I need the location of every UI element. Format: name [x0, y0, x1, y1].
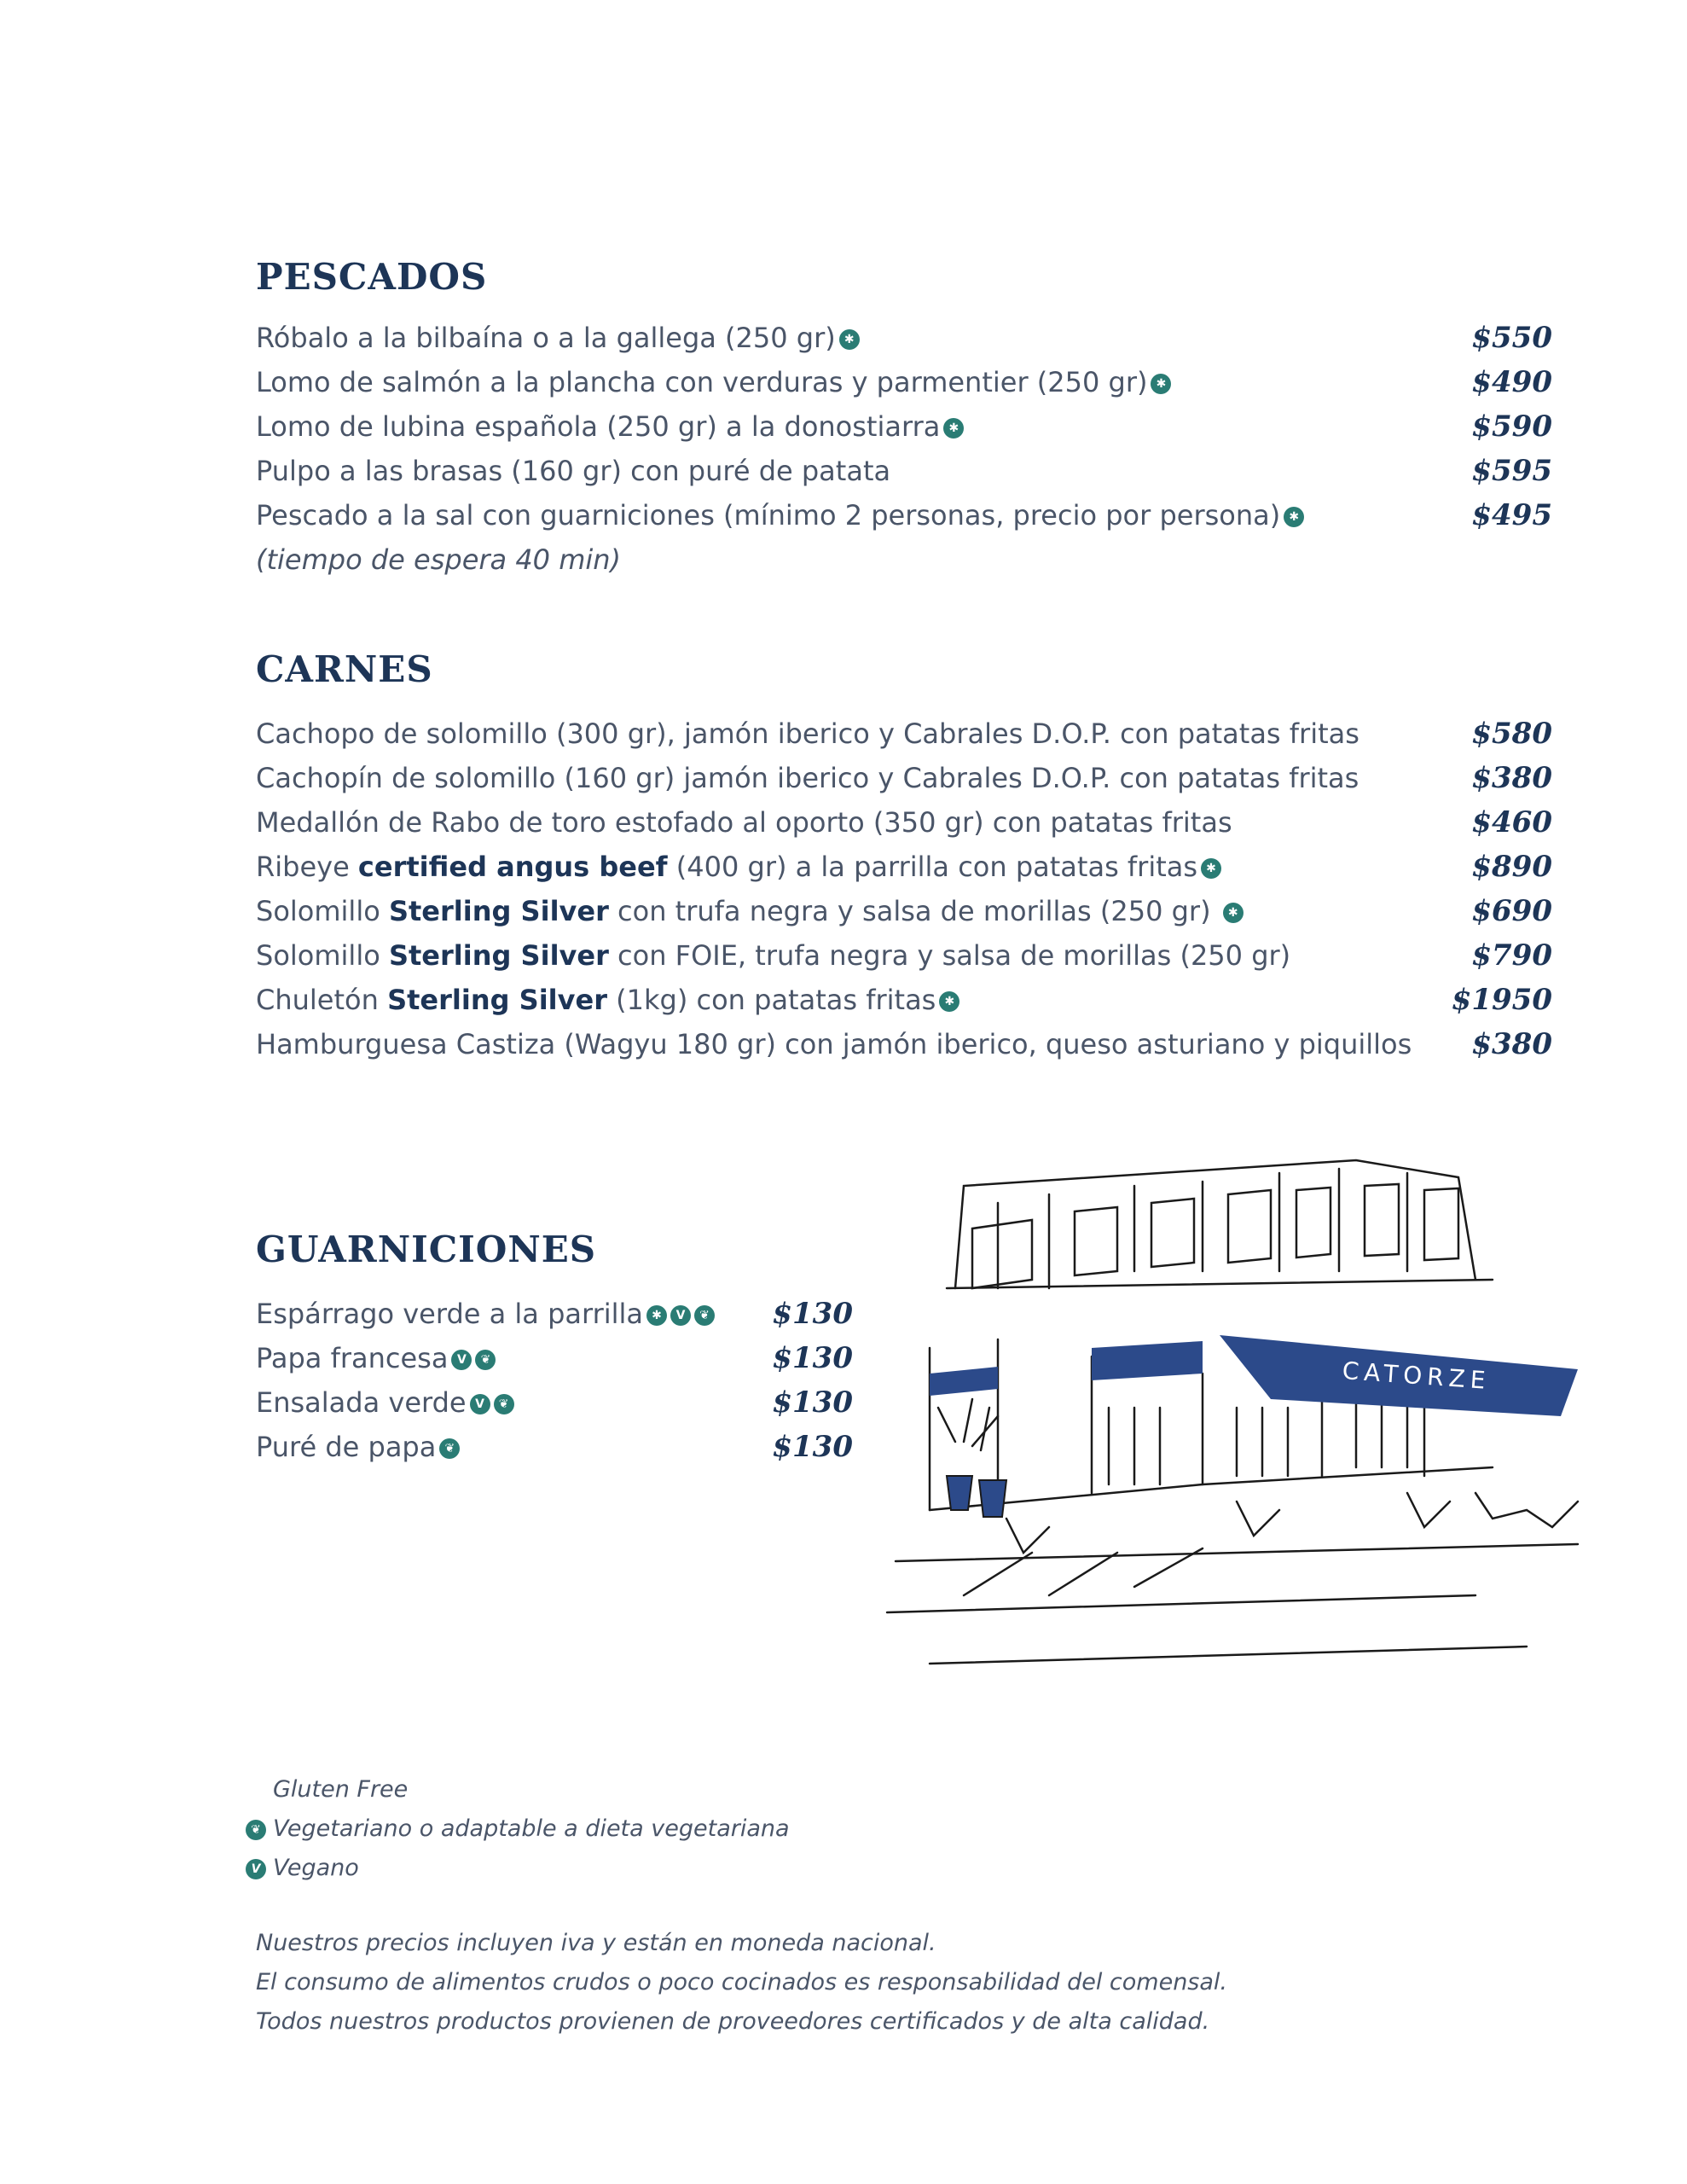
footer-line: Todos nuestros productos provienen de proveedores certificados y de alta calidad.	[256, 2008, 1210, 2035]
menu-item-price: $590	[1471, 410, 1552, 444]
pescados-title: PESCADOS	[256, 256, 488, 298]
menu-item-name: Medallón de Rabo de toro estofado al oporto (350 gr) con patatas fritas	[256, 806, 1232, 839]
vegan-icon: V	[451, 1350, 472, 1370]
menu-item-name: Róbalo a la bilbaína o a la gallega (250 gr) ✱	[256, 322, 860, 354]
menu-item-price: $595	[1471, 454, 1552, 488]
guarniciones-list	[256, 1292, 853, 1469]
menu-item	[256, 1425, 853, 1469]
carnes-title: CARNES	[256, 648, 433, 690]
footer-notes	[256, 1924, 1227, 2042]
gluten-free-icon: ✱	[943, 418, 964, 439]
menu-item-price: $380	[1471, 761, 1552, 795]
menu-item-price: $890	[1471, 850, 1552, 884]
menu-item-name: Pescado a la sal con guarniciones (mínimo 2 personas, precio por persona) ✱	[256, 499, 1304, 531]
pescados-note: (tiempo de espera 40 min)	[256, 543, 622, 576]
menu-item-price: $495	[1471, 498, 1552, 532]
vegan-icon: V	[470, 1394, 490, 1414]
legend-label: Vegano	[273, 1855, 359, 1881]
menu-item-name: Lomo de lubina española (250 gr) a la donostiarra ✱	[256, 410, 964, 443]
menu-item-price: $1950	[1451, 983, 1552, 1017]
menu-item-name: Cachopo de solomillo (300 gr), jamón iberico y Cabrales D.O.P. con patatas fritas	[256, 717, 1359, 750]
legend-row	[246, 1770, 790, 1809]
menu-item-name: Hamburguesa Castiza (Wagyu 180 gr) con jamón iberico, queso asturiano y piquillos	[256, 1028, 1412, 1060]
menu-item	[256, 845, 1552, 889]
gluten-free-icon: ✱	[646, 1305, 667, 1326]
menu-item	[256, 1336, 853, 1380]
legend-label: Gluten Free	[273, 1776, 409, 1803]
carnes-list	[256, 712, 1552, 1066]
gluten-free-icon: ✱	[1151, 374, 1171, 394]
menu-item-name: Chuletón Sterling Silver (1kg) con patatas fritas ✱	[256, 984, 959, 1016]
footer-line: Nuestros precios incluyen iva y están en moneda nacional.	[256, 1930, 936, 1956]
menu-item-name: Pulpo a las brasas (160 gr) con puré de patata	[256, 455, 891, 487]
vegetarian-icon: ❦	[475, 1350, 496, 1370]
menu-item	[256, 889, 1552, 933]
gluten-free-icon: ✱	[1284, 507, 1304, 527]
menu-item	[256, 404, 1552, 449]
menu-item-name: Espárrago verde a la parrilla ✱ V ❦	[256, 1298, 715, 1330]
menu-item-price: $130	[772, 1341, 853, 1375]
menu-item	[256, 360, 1552, 404]
vegetarian-icon: ❦	[694, 1305, 715, 1326]
menu-item	[256, 933, 1552, 978]
menu-item	[256, 800, 1552, 845]
menu-item-price: $690	[1471, 894, 1552, 928]
menu-item	[256, 1380, 853, 1425]
guarniciones-title: GUARNICIONES	[256, 1228, 597, 1270]
footer-line: El consumo de alimentos crudos o poco cocinados es responsabilidad del comensal.	[256, 1969, 1227, 1995]
menu-item	[256, 493, 1552, 537]
pescados-list	[256, 316, 1552, 537]
menu-item-price: $130	[772, 1297, 853, 1331]
gluten-free-icon: ✱	[839, 329, 860, 350]
legend-label: Vegetariano o adaptable a dieta vegetariana	[273, 1815, 790, 1842]
menu-item-name: Solomillo Sterling Silver con FOIE, trufa negra y salsa de morillas (250 gr)	[256, 939, 1291, 972]
menu-item-name: Lomo de salmón a la plancha con verduras y parmentier (250 gr) ✱	[256, 366, 1171, 398]
menu-item	[256, 756, 1552, 800]
cafe-illustration	[878, 1152, 1595, 1681]
menu-item-price: $130	[772, 1430, 853, 1464]
menu-item	[256, 1292, 853, 1336]
menu-item-price: $380	[1471, 1027, 1552, 1061]
menu-item-price: $790	[1471, 938, 1552, 973]
menu-item	[256, 712, 1552, 756]
vegan-icon: V	[670, 1305, 691, 1326]
gluten-free-icon: ✱	[939, 991, 959, 1012]
vegan-icon: V	[246, 1859, 266, 1879]
menu-item	[256, 978, 1552, 1022]
gluten-free-icon: ✱	[1201, 858, 1221, 879]
menu-item	[256, 1022, 1552, 1066]
legend-row	[246, 1849, 790, 1888]
menu-item-name: Ensalada verde V ❦	[256, 1386, 514, 1419]
menu-item-price: $460	[1471, 805, 1552, 839]
diet-legend	[246, 1770, 790, 1888]
vegetarian-icon: ❦	[246, 1820, 266, 1840]
menu-item-name: Cachopín de solomillo (160 gr) jamón iberico y Cabrales D.O.P. con patatas fritas	[256, 762, 1359, 794]
pescados-note-wrap	[256, 537, 1552, 582]
vegetarian-icon: ❦	[439, 1438, 460, 1459]
menu-item-price: $580	[1471, 717, 1552, 751]
awning-text: CATORZE	[1341, 1356, 1492, 1396]
menu-item-name: Papa francesa V ❦	[256, 1342, 496, 1374]
menu-item-price: $130	[772, 1385, 853, 1420]
menu-item	[256, 449, 1552, 493]
menu-item-name: Puré de papa ❦	[256, 1431, 460, 1463]
menu-item-name: Ribeye certified angus beef (400 gr) a la parrilla con patatas fritas ✱	[256, 851, 1221, 883]
gluten-free-icon: ✱	[1223, 903, 1244, 923]
menu-item-price: $490	[1471, 365, 1552, 399]
vegetarian-icon: ❦	[494, 1394, 514, 1414]
menu-item-price: $550	[1471, 321, 1552, 355]
menu-item	[256, 316, 1552, 360]
menu-item-name: Solomillo Sterling Silver con trufa negra y salsa de morillas (250 gr) ✱	[256, 895, 1244, 927]
legend-row	[246, 1809, 790, 1849]
